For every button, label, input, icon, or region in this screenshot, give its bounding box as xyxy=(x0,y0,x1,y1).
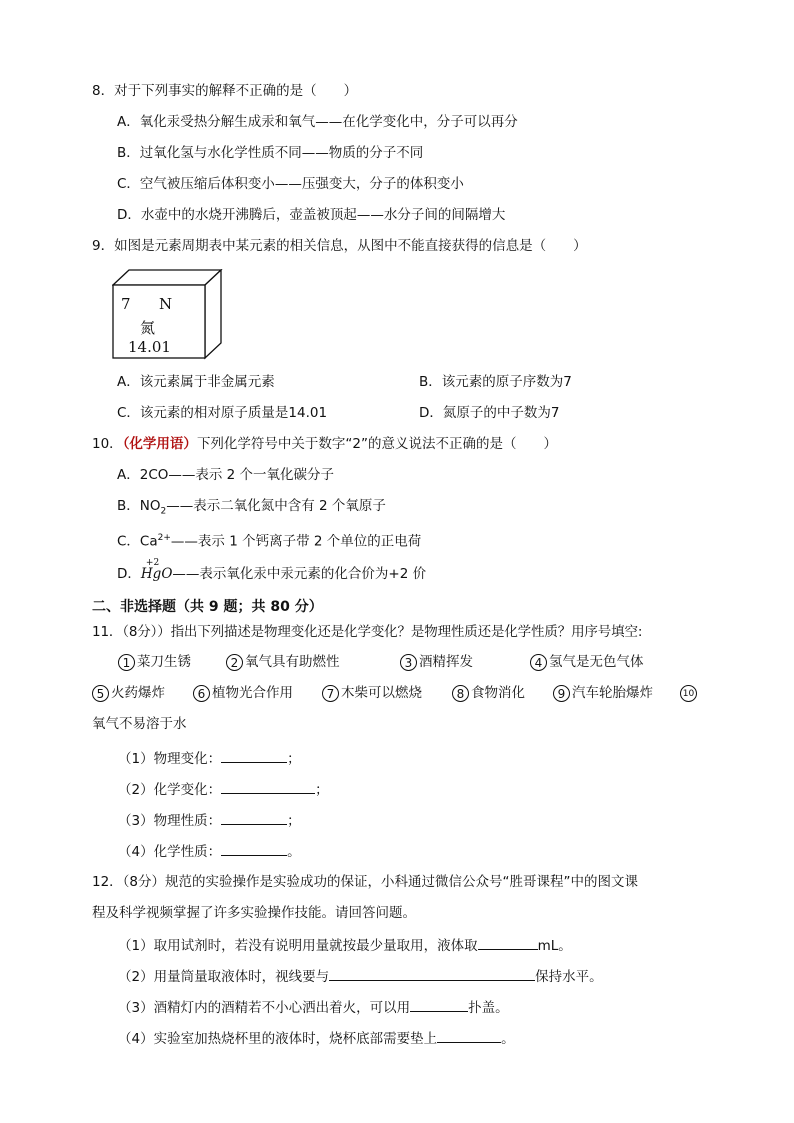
q11-sub-4 xyxy=(118,841,301,861)
section-heading: 二、非选择题（共 9 题；共 80 分） xyxy=(92,599,323,615)
circle-number-icon: 10 xyxy=(680,685,697,702)
q10-option-b-subscript: 2 xyxy=(160,506,167,517)
q11-item-7 xyxy=(322,684,422,702)
circle-number-icon: 5 xyxy=(92,685,109,702)
q8-option-b: B．过氧化氢与水化学性质不同——物质的分子不同 xyxy=(117,145,424,161)
q11-sub-2-label: （2）化学变化： xyxy=(118,782,222,798)
q11-item-text: 木柴可以燃烧 xyxy=(341,685,422,701)
element-symbol: N xyxy=(159,295,173,313)
q10-option-c-prefix: C．Ca xyxy=(117,533,158,550)
q12-sub-4-label: （4）实验室加热烧杯里的液体时，烧杯底部需要垫上 xyxy=(118,1031,438,1047)
q11-sub-2 xyxy=(118,779,329,799)
circle-number-icon: 1 xyxy=(118,654,135,671)
q9-stem: 9．如图是元素周期表中某元素的相关信息，从图中不能直接获得的信息是（ ） xyxy=(92,238,587,254)
q9-option-d: D．氮原子的中子数为7 xyxy=(419,405,560,421)
q11-item-4 xyxy=(530,653,644,671)
answer-blank[interactable] xyxy=(221,810,287,825)
circle-number-icon: 9 xyxy=(553,685,570,702)
q11-item-5 xyxy=(92,684,165,702)
q11-item-text: 氢气是无色气体 xyxy=(549,654,644,670)
q11-item-6 xyxy=(193,684,293,702)
q11-stem: 11．（8分））指出下列描述是物理变化还是化学变化？是物理性质还是化学性质？用序号填空: xyxy=(92,624,643,640)
q11-item-text: 植物光合作用 xyxy=(212,685,293,701)
circle-number-icon: 2 xyxy=(226,654,243,671)
q11-item-text: 火药爆炸 xyxy=(111,685,165,701)
circle-number-icon: 7 xyxy=(322,685,339,702)
q11-sub-1 xyxy=(118,748,301,768)
q12-sub-2-end: 保持水平。 xyxy=(535,969,603,985)
q12-sub-3-end: 扑盖。 xyxy=(468,1000,509,1016)
q12-sub-3-label: （3）酒精灯内的酒精若不小心洒出着火，可以用 xyxy=(118,1000,411,1016)
q12-sub-1-end: mL。 xyxy=(537,938,572,954)
q10-number: 10． xyxy=(92,436,123,452)
q11-item-10 xyxy=(680,684,699,702)
q10-stem: 下列化学符号中关于数字“2”的意义说法不正确的是（ ） xyxy=(196,436,558,452)
element-atomic-number: 7 xyxy=(121,295,131,313)
q11-item-1 xyxy=(118,653,191,671)
q11-sub-1-label: （1）物理变化： xyxy=(118,751,222,767)
circle-number-icon: 4 xyxy=(530,654,547,671)
q11-item-2 xyxy=(226,653,340,671)
q11-item-text: 酒精挥发 xyxy=(419,654,473,670)
q10-option-a: A．2CO——表示 2 个一氧化碳分子 xyxy=(117,467,335,483)
answer-blank[interactable] xyxy=(437,1028,501,1043)
q10-option-b xyxy=(117,497,386,521)
q10-option-c-superscript: 2+ xyxy=(157,533,171,543)
q8-stem: 8．对于下列事实的解释不正确的是（ ） xyxy=(92,83,358,99)
q11-sub-3-label: （3）物理性质： xyxy=(118,813,222,829)
answer-blank[interactable] xyxy=(221,748,287,763)
q11-sub-4-label: （4）化学性质： xyxy=(118,844,222,860)
q12-stem-line-2: 程及科学视频掌握了许多实验操作技能。请回答问题。 xyxy=(92,905,416,921)
q11-item-10-text: 氧气不易溶于水 xyxy=(92,716,187,732)
q12-sub-1-label: （1）取用试剂时，若没有说明用量就按最少量取用，液体取 xyxy=(118,938,478,954)
q12-sub-2-label: （2）用量筒量取液体时，视线要与 xyxy=(118,969,330,985)
q12-sub-4 xyxy=(118,1028,515,1048)
answer-blank[interactable] xyxy=(329,966,535,981)
q8-option-c: C．空气被压缩后体积变小——压强变大，分子的体积变小 xyxy=(117,176,464,192)
q11-item-text: 菜刀生锈 xyxy=(137,654,191,670)
circle-number-icon: 3 xyxy=(400,654,417,671)
q8-option-a: A．氧化汞受热分解生成汞和氧气——在化学变化中，分子可以再分 xyxy=(117,114,518,130)
q11-sub-4-end: 。 xyxy=(287,844,301,860)
q12-stem-line-1: 12．（8分）规范的实验操作是实验成功的保证，小科通过微信公众号“胜哥课程”中的图文课 xyxy=(92,874,639,890)
q10-option-c-text: ——表示 1 个钙离子带 2 个单位的正电荷 xyxy=(170,533,422,550)
q11-item-text: 食物消化 xyxy=(471,685,525,701)
q10-option-d xyxy=(117,558,427,583)
q12-sub-4-end: 。 xyxy=(501,1031,515,1047)
q11-sub-3 xyxy=(118,810,301,830)
q11-item-8 xyxy=(452,684,525,702)
q9-option-c: C．该元素的相对原子质量是14.01 xyxy=(117,405,328,421)
answer-blank[interactable] xyxy=(221,779,315,794)
q8-option-d: D．水壶中的水烧开沸腾后，壶盖被顶起——水分子间的间隔增大 xyxy=(117,207,506,223)
element-atomic-mass: 14.01 xyxy=(128,338,171,356)
q10-option-d-formula-text: HgO xyxy=(140,566,173,582)
q9-option-a: A．该元素属于非金属元素 xyxy=(117,374,275,390)
q11-sub-3-end: ； xyxy=(287,813,301,829)
answer-blank[interactable] xyxy=(478,935,538,950)
q10-option-d-prefix: D． xyxy=(117,566,141,582)
element-name: 氮 xyxy=(140,319,156,337)
q11-item-text: 氧气具有助燃性 xyxy=(245,654,340,670)
q11-item-text: 汽车轮胎爆炸 xyxy=(572,685,653,701)
q12-sub-1 xyxy=(118,935,572,955)
q10-topic-tag: （化学用语） xyxy=(122,436,197,452)
q11-item-3 xyxy=(400,653,473,671)
q11-sub-2-end: ； xyxy=(315,782,329,798)
q10-option-d-formula xyxy=(140,558,173,583)
q10-option-b-text: ——表示二氧化氮中含有 2 个氧原子 xyxy=(166,498,386,514)
q10-stem-line xyxy=(92,435,557,453)
circle-number-icon: 8 xyxy=(452,685,469,702)
q10-option-d-valence: +2 xyxy=(145,558,160,568)
q11-sub-1-end: ； xyxy=(287,751,301,767)
q12-sub-2 xyxy=(118,966,603,986)
q10-option-d-text: ——表示氧化汞中汞元素的化合价为+2 价 xyxy=(172,566,427,582)
q10-option-b-prefix: B．NO xyxy=(117,498,161,514)
answer-blank[interactable] xyxy=(221,841,287,856)
q11-item-9 xyxy=(553,684,653,702)
answer-blank[interactable] xyxy=(410,997,468,1012)
q12-sub-3 xyxy=(118,997,509,1017)
q10-option-c xyxy=(117,529,421,551)
circle-number-icon: 6 xyxy=(193,685,210,702)
q9-option-b: B．该元素的原子序数为7 xyxy=(419,374,572,390)
